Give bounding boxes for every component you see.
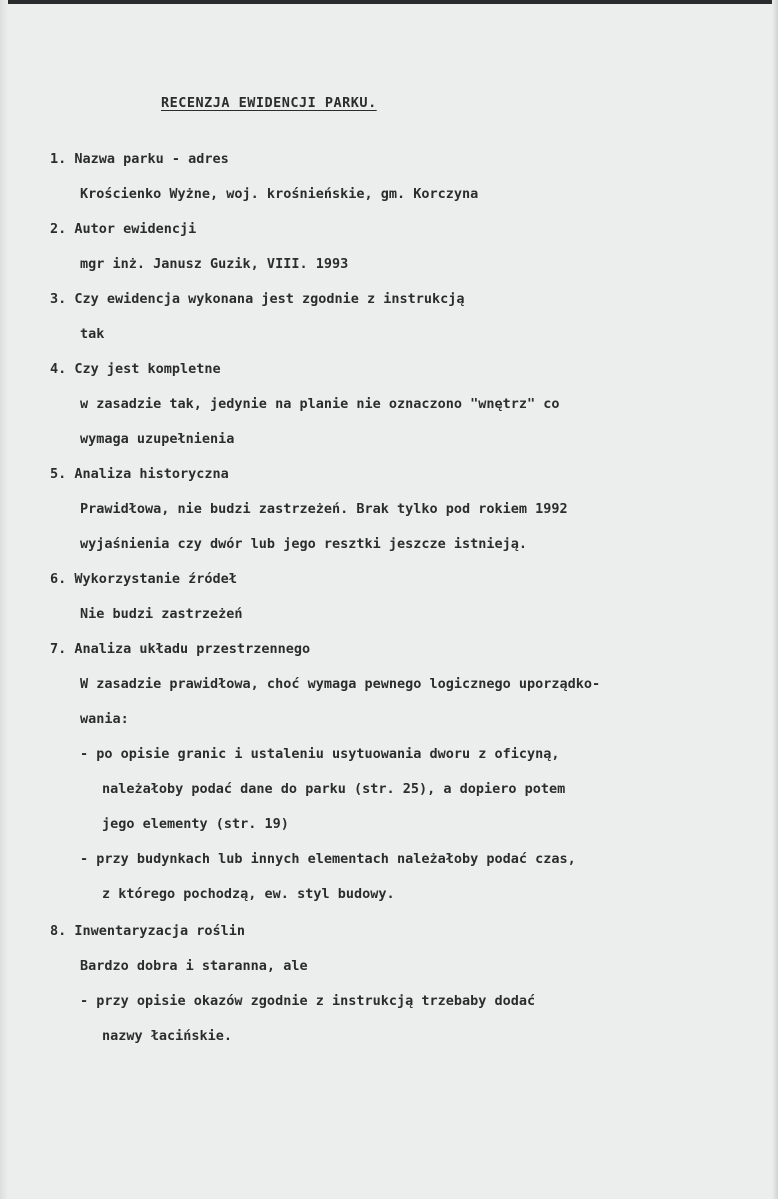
item-5-body-line: Prawidłowa, nie budzi zastrzeżeń. Brak tylko pod rokiem 1992 — [80, 501, 568, 517]
scan-right-edge — [772, 0, 778, 1199]
item-7-body-line: wania: — [80, 711, 129, 727]
item-8-bullet-line: nazwy łacińskie. — [102, 1028, 233, 1044]
item-8-heading: 8. Inwentaryzacja roślin — [50, 923, 246, 939]
item-5-heading: 5. Analiza historyczna — [50, 466, 229, 482]
item-5-body-line: wyjaśnienia czy dwór lub jego resztki jeszcze istnieją. — [80, 536, 528, 552]
item-7-heading: 7. Analiza układu przestrzennego — [50, 641, 311, 657]
item-6-body: Nie budzi zastrzeżeń — [80, 606, 243, 622]
item-7-bullet-line: jego elementy (str. 19) — [102, 816, 289, 832]
item-7-bullet-line: należałoby podać dane do parku (str. 25), a dopiero potem — [102, 781, 566, 797]
item-7-bullet-line: z którego pochodzą, ew. styl budowy. — [102, 886, 395, 902]
scan-left-edge — [0, 0, 8, 1199]
item-7-bullet-line: - po opisie granic i ustaleniu usytuowania dworu z oficyną, — [80, 746, 560, 762]
item-4-body-line: wymaga uzupełnienia — [80, 431, 235, 447]
item-1-body: Krościenko Wyżne, woj. krośnieńskie, gm. Korczyna — [80, 186, 479, 202]
item-1-heading: 1. Nazwa parku - adres — [50, 151, 229, 167]
item-2-heading: 2. Autor ewidencji — [50, 221, 197, 237]
item-7-bullet-line: - przy budynkach lub innych elementach należałoby podać czas, — [80, 851, 576, 867]
item-6-heading: 6. Wykorzystanie źródeł — [50, 571, 237, 587]
item-7-body-line: W zasadzie prawidłowa, choć wymaga pewnego logicznego uporządko- — [80, 676, 601, 692]
scan-top-edge — [0, 0, 778, 4]
document-title: RECENZJA EWIDENCJI PARKU. — [161, 95, 377, 111]
item-2-body: mgr inż. Janusz Guzik, VIII. 1993 — [80, 256, 349, 272]
item-3-body: tak — [80, 326, 105, 342]
item-4-heading: 4. Czy jest kompletne — [50, 361, 221, 377]
item-8-body-line: Bardzo dobra i staranna, ale — [80, 958, 308, 974]
item-4-body-line: w zasadzie tak, jedynie na planie nie oznaczono "wnętrz" co — [80, 396, 560, 412]
item-8-bullet-line: - przy opisie okazów zgodnie z instrukcją trzebaby dodać — [80, 993, 536, 1009]
item-3-heading: 3. Czy ewidencja wykonana jest zgodnie z instrukcją — [50, 291, 465, 307]
